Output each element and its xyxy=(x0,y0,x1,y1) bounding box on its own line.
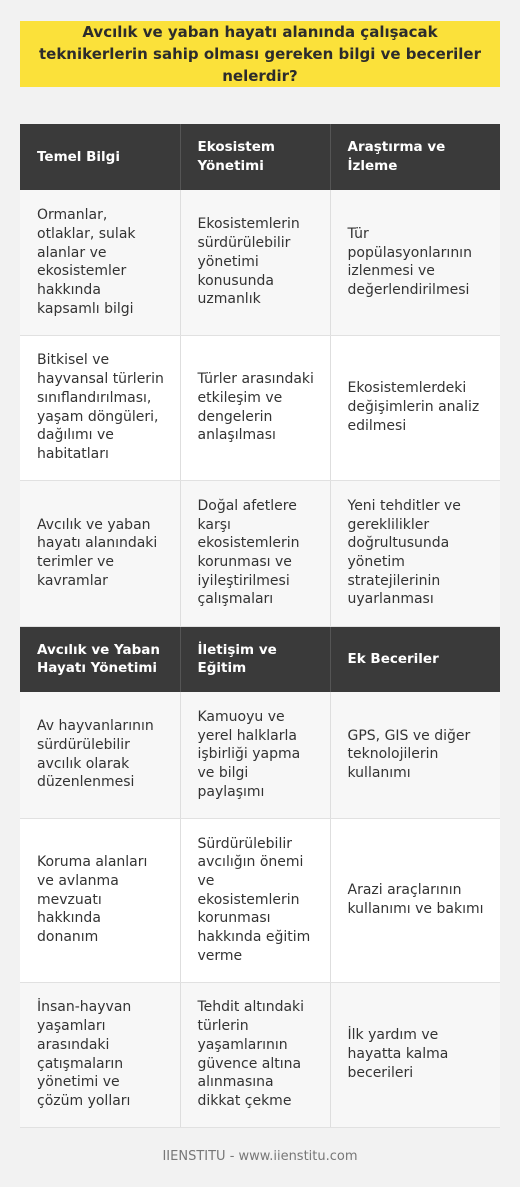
table-cell: GPS, GIS ve diğer teknolojilerin kullanımı xyxy=(330,692,500,818)
table-cell: Ormanlar, otlaklar, sulak alanlar ve ekosistemler hakkında kapsamlı bilgi xyxy=(20,190,180,335)
header-cell: Ekosistem Yönetimi xyxy=(180,124,330,190)
table-cell: Arazi araçlarının kullanımı ve bakımı xyxy=(330,818,500,982)
table-cell: Koruma alanları ve avlanma mevzuatı hakkında donanım xyxy=(20,818,180,982)
footer-credit: IIENSTITU - www.iienstitu.com xyxy=(162,1149,358,1164)
header-cell: İletişim ve Eğitim xyxy=(180,626,330,692)
table-cell: Doğal afetlere karşı ekosistemlerin korunması ve iyileştirilmesi çalışmaları xyxy=(180,480,330,626)
table-cell: Türler arasındaki etkileşim ve dengelerin anlaşılması xyxy=(180,335,330,480)
table-cell: Av hayvanlarının sürdürülebilir avcılık olarak düzenlenmesi xyxy=(20,692,180,818)
table-cell: İlk yardım ve hayatta kalma becerileri xyxy=(330,982,500,1127)
table-row xyxy=(20,335,500,480)
header-cell: Ek Beceriler xyxy=(330,626,500,692)
table-cell: Sürdürülebilir avcılığın önemi ve ekosistemlerin korunması hakkında eğitim verme xyxy=(180,818,330,982)
table-cell: Tür popülasyonlarının izlenmesi ve değerlendirilmesi xyxy=(330,190,500,335)
header-cell: Araştırma ve İzleme xyxy=(330,124,500,190)
table-cell: Tehdit altındaki türlerin yaşamlarının güvence altına alınmasına dikkat çekme xyxy=(180,982,330,1127)
table-cell: Bitkisel ve hayvansal türlerin sınıflandırılması, yaşam döngüleri, dağılımı ve habitatları xyxy=(20,335,180,480)
table-cell: Avcılık ve yaban hayatı alanındaki terimler ve kavramlar xyxy=(20,480,180,626)
page-title: Avcılık ve yaban hayatı alanında çalışacak teknikerlerin sahip olması gereken bilgi ve beceriler nelerdir? xyxy=(38,23,481,85)
table-cell: Kamuoyu ve yerel halklarla işbirliği yapma ve bilgi paylaşımı xyxy=(180,692,330,818)
table-cell: Yeni tehditler ve gereklilikler doğrultusunda yönetim stratejilerinin uyarlanması xyxy=(330,480,500,626)
table-cell: İnsan-hayvan yaşamları arasındaki çatışmaların yönetimi ve çözüm yolları xyxy=(20,982,180,1127)
table-header-row xyxy=(20,124,500,190)
title-banner xyxy=(20,21,500,87)
table-row xyxy=(20,692,500,818)
table-header-row xyxy=(20,626,500,692)
table-row xyxy=(20,982,500,1127)
header-cell: Avcılık ve Yaban Hayatı Yönetimi xyxy=(20,626,180,692)
table-row xyxy=(20,190,500,335)
table-cell: Ekosistemlerin sürdürülebilir yönetimi konusunda uzmanlık xyxy=(180,190,330,335)
header-cell: Temel Bilgi xyxy=(20,124,180,190)
table-cell: Ekosistemlerdeki değişimlerin analiz edilmesi xyxy=(330,335,500,480)
skills-table xyxy=(20,124,500,1128)
table-row xyxy=(20,818,500,982)
table-row xyxy=(20,480,500,626)
